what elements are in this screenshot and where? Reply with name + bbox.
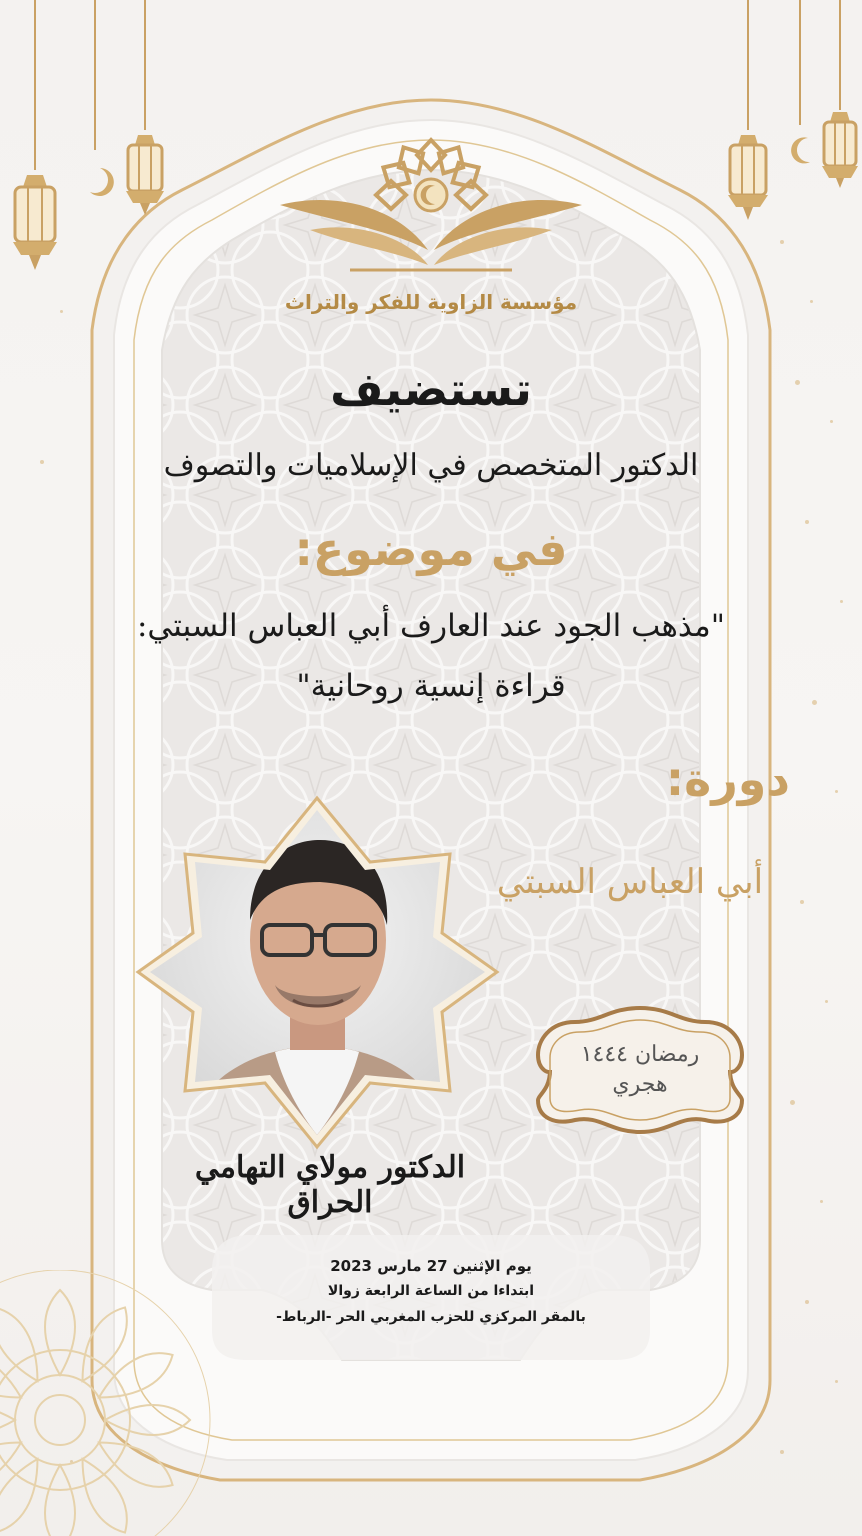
lotus-book-logo	[270, 120, 592, 290]
crescent-icon	[90, 168, 114, 196]
hijri-date	[560, 1040, 720, 1100]
topic-title-line1: "مذهب الجود عند العارف أبي العباس السبتي:	[136, 608, 726, 644]
guest-description: الدكتور المتخصص في الإسلاميات والتصوف	[163, 448, 699, 483]
event-day: يوم الإثنين 27 مارس 2023	[330, 1257, 532, 1275]
guest-name: الدكتور مولاي التهامي الحراق	[194, 1150, 466, 1220]
hijri-label: هجري	[612, 1072, 668, 1097]
session-name: أبي العباس السبتي	[496, 862, 764, 902]
session-label: دورة:	[665, 752, 790, 806]
lantern-icon	[700, 0, 862, 250]
event-time: ابتداءا من الساعة الرابعة زوالا	[327, 1283, 535, 1299]
topic-label: في موضوع:	[294, 522, 568, 576]
hosts-title: تستضيف	[330, 362, 532, 416]
organization-name: مؤسسة الزاوية للفكر والتراث	[284, 290, 578, 314]
lantern-icon	[0, 0, 180, 290]
hijri-month-year: رمضان ١٤٤٤	[580, 1042, 700, 1067]
crescent-icon	[791, 137, 810, 163]
topic-title-line2: قراءة إنسية روحانية"	[296, 668, 566, 704]
event-place: بالمقر المركزي للحزب المغربي الحر -الرباط-	[276, 1309, 586, 1325]
guest-photo	[135, 790, 500, 1155]
